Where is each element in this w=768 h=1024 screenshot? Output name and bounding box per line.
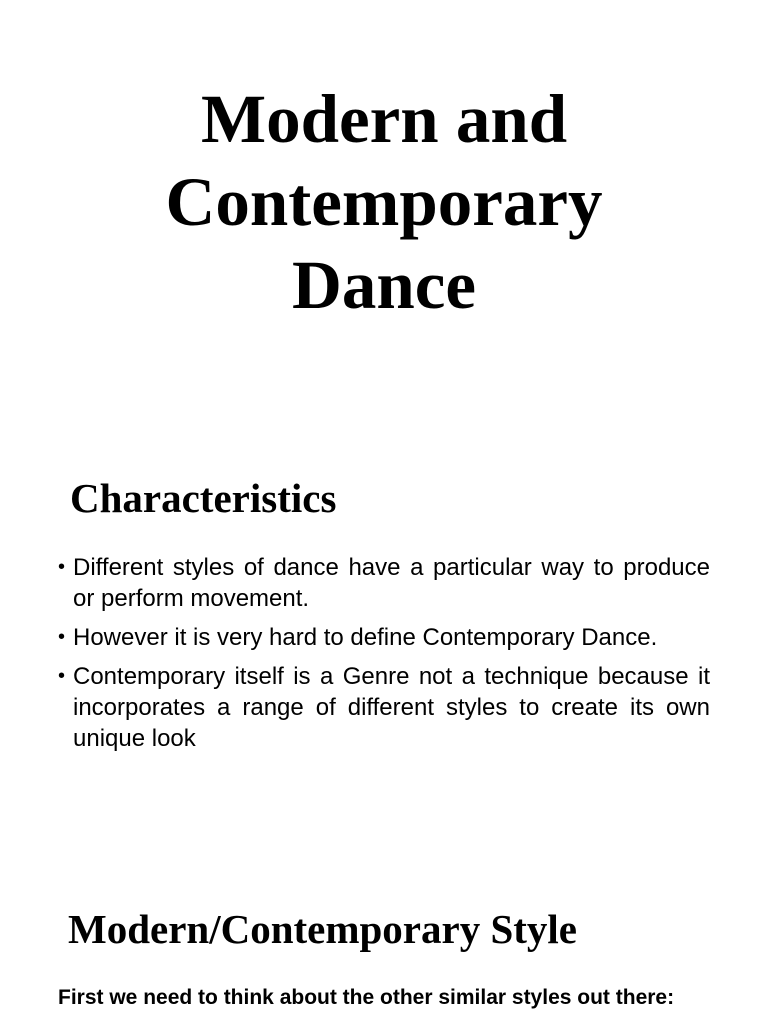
bullet-icon: • <box>58 556 66 578</box>
bullet-icon: • <box>58 665 66 687</box>
style-section-heading: Modern/Contemporary Style <box>68 906 577 952</box>
bullet-icon: • <box>58 626 66 648</box>
characteristics-heading: Characteristics <box>70 475 337 521</box>
title-line: Dance <box>292 247 476 323</box>
title-line: Contemporary <box>165 164 603 240</box>
list-item-text: Different styles of dance have a particular way to produce or perform movement. <box>73 554 710 612</box>
page-title <box>0 78 768 327</box>
list-item-text: However it is very hard to define Contemporary Dance. <box>73 624 658 651</box>
style-section-intro: First we need to think about the other similar styles out there: <box>58 986 675 1009</box>
title-line: Modern and <box>200 81 568 157</box>
list-item <box>58 622 710 653</box>
list-item <box>58 661 710 754</box>
characteristics-list <box>58 552 710 762</box>
list-item-text: Contemporary itself is a Genre not a technique because it incorporates a range of different styles to create its own unique look <box>73 663 710 752</box>
list-item <box>58 552 710 614</box>
